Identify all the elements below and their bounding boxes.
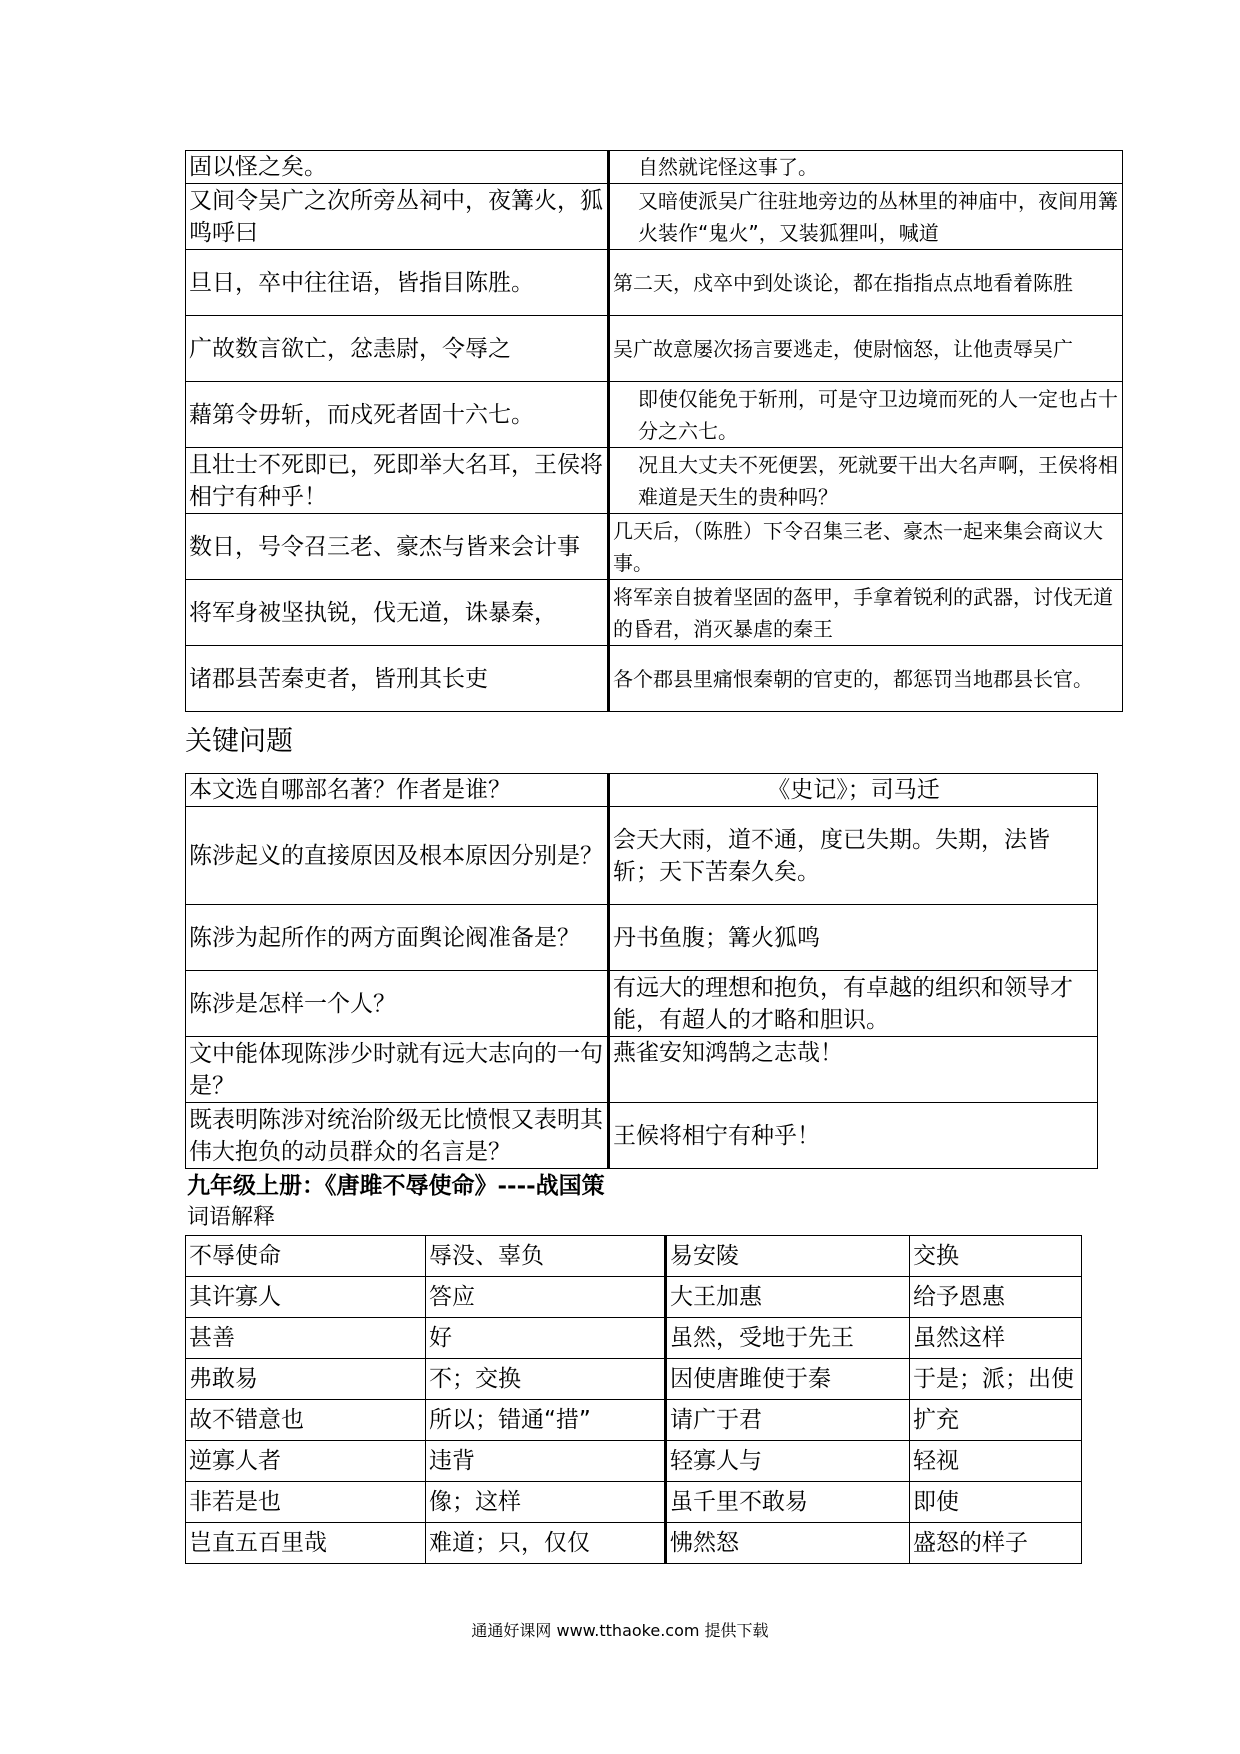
vocab-word: 非若是也 [186, 1482, 426, 1523]
vocab-word: 弗敢易 [186, 1359, 426, 1400]
translation-cell: 各个郡县里痛恨秦朝的官吏的，都惩罚当地郡县长官。 [609, 646, 1123, 712]
vocab-word: 岂直五百里哉 [186, 1523, 426, 1564]
translation-cell: 将军亲自披着坚固的盔甲，手拿着锐利的武器，讨伐无道的昏君，消灭暴虐的秦王 [609, 580, 1123, 646]
vocab-word: 请广于君 [666, 1400, 910, 1441]
source-cell: 且壮士不死即已，死即举大名耳，王侯将相宁有种乎！ [186, 448, 609, 514]
translation-cell: 第二天，戍卒中到处谈论，都在指指点点地看着陈胜 [609, 250, 1123, 316]
vocab-meaning: 不；交换 [426, 1359, 666, 1400]
question-cell: 陈涉为起所作的两方面舆论阀准备是？ [186, 905, 609, 971]
vocab-meaning: 所以；错通“措” [426, 1400, 666, 1441]
source-cell: 固以怪之矣。 [186, 151, 609, 184]
vocab-meaning: 答应 [426, 1277, 666, 1318]
key-questions-table [185, 773, 1098, 1169]
vocab-meaning: 给予恩惠 [910, 1277, 1082, 1318]
translation-table [185, 150, 1123, 712]
vocab-word: 甚善 [186, 1318, 426, 1359]
translation-cell: 即使仅能免于斩刑，可是守卫边境而死的人一定也占十分之六七。 [609, 382, 1123, 448]
question-cell: 陈涉是怎样一个人？ [186, 971, 609, 1037]
source-cell: 数日，号令召三老、豪杰与皆来会计事 [186, 514, 609, 580]
question-cell: 既表明陈涉对统治阶级无比愤恨又表明其伟大抱负的动员群众的名言是？ [186, 1103, 609, 1169]
source-cell: 诸郡县苦秦吏者，皆刑其长吏 [186, 646, 609, 712]
vocab-word: 因使唐雎使于秦 [666, 1359, 910, 1400]
answer-cell: 《史记》；司马迁 [609, 774, 1098, 807]
answer-cell: 丹书鱼腹；篝火狐鸣 [609, 905, 1098, 971]
vocab-meaning: 扩充 [910, 1400, 1082, 1441]
translation-cell: 又暗使派吴广往驻地旁边的丛林里的神庙中，夜间用篝火装作“鬼火”，又装狐狸叫，喊道 [609, 184, 1123, 250]
vocab-word: 怫然怒 [666, 1523, 910, 1564]
vocab-heading: 词语解释 [187, 1205, 276, 1230]
question-cell: 本文选自哪部名著？作者是谁？ [186, 774, 609, 807]
vocab-word: 轻寡人与 [666, 1441, 910, 1482]
vocab-word: 故不错意也 [186, 1400, 426, 1441]
lesson-title: 九年级上册：《唐雎不辱使命》----战国策 [187, 1172, 605, 1199]
source-cell: 又间令吴广之次所旁丛祠中，夜篝火，狐鸣呼曰 [186, 184, 609, 250]
vocab-meaning: 难道；只，仅仅 [426, 1523, 666, 1564]
vocab-word: 不辱使命 [186, 1236, 426, 1277]
vocab-meaning: 好 [426, 1318, 666, 1359]
vocab-meaning: 虽然这样 [910, 1318, 1082, 1359]
translation-cell: 吴广故意屡次扬言要逃走，使尉恼怒，让他责辱吴广 [609, 316, 1123, 382]
translation-cell: 况且大丈夫不死便罢，死就要干出大名声啊，王侯将相难道是天生的贵种吗？ [609, 448, 1123, 514]
source-cell: 藉第令毋斩，而戍死者固十六七。 [186, 382, 609, 448]
translation-cell: 自然就诧怪这事了。 [609, 151, 1123, 184]
answer-cell: 有远大的理想和抱负，有卓越的组织和领导才能，有超人的才略和胆识。 [609, 971, 1098, 1037]
vocab-meaning: 即使 [910, 1482, 1082, 1523]
translation-cell: 几天后，（陈胜）下令召集三老、豪杰一起来集会商议大事。 [609, 514, 1123, 580]
vocab-word: 易安陵 [666, 1236, 910, 1277]
vocab-meaning: 盛怒的样子 [910, 1523, 1082, 1564]
vocab-word: 虽千里不敢易 [666, 1482, 910, 1523]
answer-cell: 会天大雨，道不通，度已失期。失期，法皆斩；天下苦秦久矣。 [609, 807, 1098, 905]
question-cell: 陈涉起义的直接原因及根本原因分别是？ [186, 807, 609, 905]
key-questions-heading: 关键问题 [185, 726, 293, 757]
question-cell: 文中能体现陈涉少时就有远大志向的一句是？ [186, 1037, 609, 1103]
source-cell: 广故数言欲亡，忿恚尉，令辱之 [186, 316, 609, 382]
vocab-meaning: 辱没、辜负 [426, 1236, 666, 1277]
vocab-word: 虽然，受地于先王 [666, 1318, 910, 1359]
vocab-word: 逆寡人者 [186, 1441, 426, 1482]
vocab-meaning: 像；这样 [426, 1482, 666, 1523]
source-cell: 将军身被坚执锐，伐无道，诛暴秦， [186, 580, 609, 646]
answer-cell: 燕雀安知鸿鹄之志哉！ [609, 1037, 1098, 1103]
vocab-word: 大王加惠 [666, 1277, 910, 1318]
vocab-meaning: 交换 [910, 1236, 1082, 1277]
vocab-meaning: 轻视 [910, 1441, 1082, 1482]
vocab-word: 其许寡人 [186, 1277, 426, 1318]
page-footer: 通通好课网 www.tthaoke.com 提供下载 [471, 1621, 769, 1640]
answer-cell: 王候将相宁有种乎！ [609, 1103, 1098, 1169]
source-cell: 旦日，卒中往往语，皆指目陈胜。 [186, 250, 609, 316]
vocab-meaning: 违背 [426, 1441, 666, 1482]
vocab-table [185, 1235, 1082, 1564]
vocab-meaning: 于是；派；出使 [910, 1359, 1082, 1400]
